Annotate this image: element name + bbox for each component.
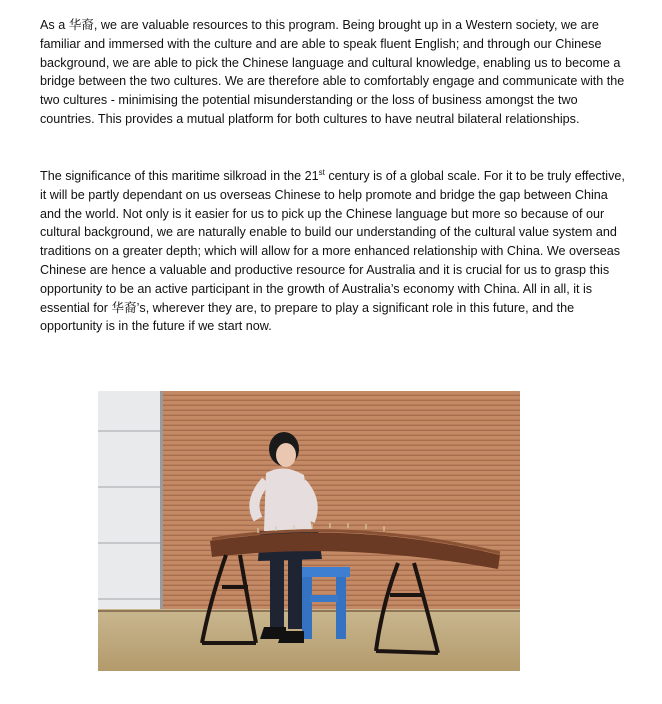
white-wall-panel <box>98 391 162 611</box>
paragraph-2-lead: The significance of this maritime silkroad in the 21 <box>40 169 319 183</box>
paragraph-2 <box>40 167 632 336</box>
paragraph-1 <box>40 16 632 129</box>
guzheng-performance-photo <box>98 391 520 671</box>
paragraph-1-chinese-term: 华裔 <box>68 17 94 32</box>
paragraph-2-body: century is of a global scale. For it to be truly effective, it will be partly dependant on us overseas Chinese to help promote and bridge the gap between China and the world. Not only is it easier for us to pick up the Chinese language but more so because of our cultural background, we are naturally enable to build our understanding of the cultural value system and traditions on a greater depth; which will allow for a more enhanced relationship with China. We overseas Chinese are hence a valuable and productive resource for Australia and it is crucial for us to grasp this opportunity to be an active participant in the growth of Australia’s economy with China. All in all, it is essential for <box>40 169 625 315</box>
paragraph-2-chinese-term: 华裔 <box>111 299 137 315</box>
paragraph-2-end: ’s, wherever they are, to prepare to play a significant role in this future, and the opportunity is in the future if we start now. <box>40 300 575 334</box>
paragraph-1-lead: As a <box>40 18 69 32</box>
paragraph-2-superscript: st <box>318 167 325 177</box>
paragraph-1-body: , we are valuable resources to this program. Being brought up in a Western society, we are familiar and immersed with the culture and are able to speak fluent English; and through our Chinese background, we are able to pick the Chinese language and cultural knowledge, enabling us to become a bridge between the two cultures. We are therefore able to comfortably engage and communicate with the two cultures - minimising the potential misunderstanding or the loss of business amongst the two countries. This provides a mutual platform for both cultures to have neutral bilateral relationships. <box>40 18 625 126</box>
